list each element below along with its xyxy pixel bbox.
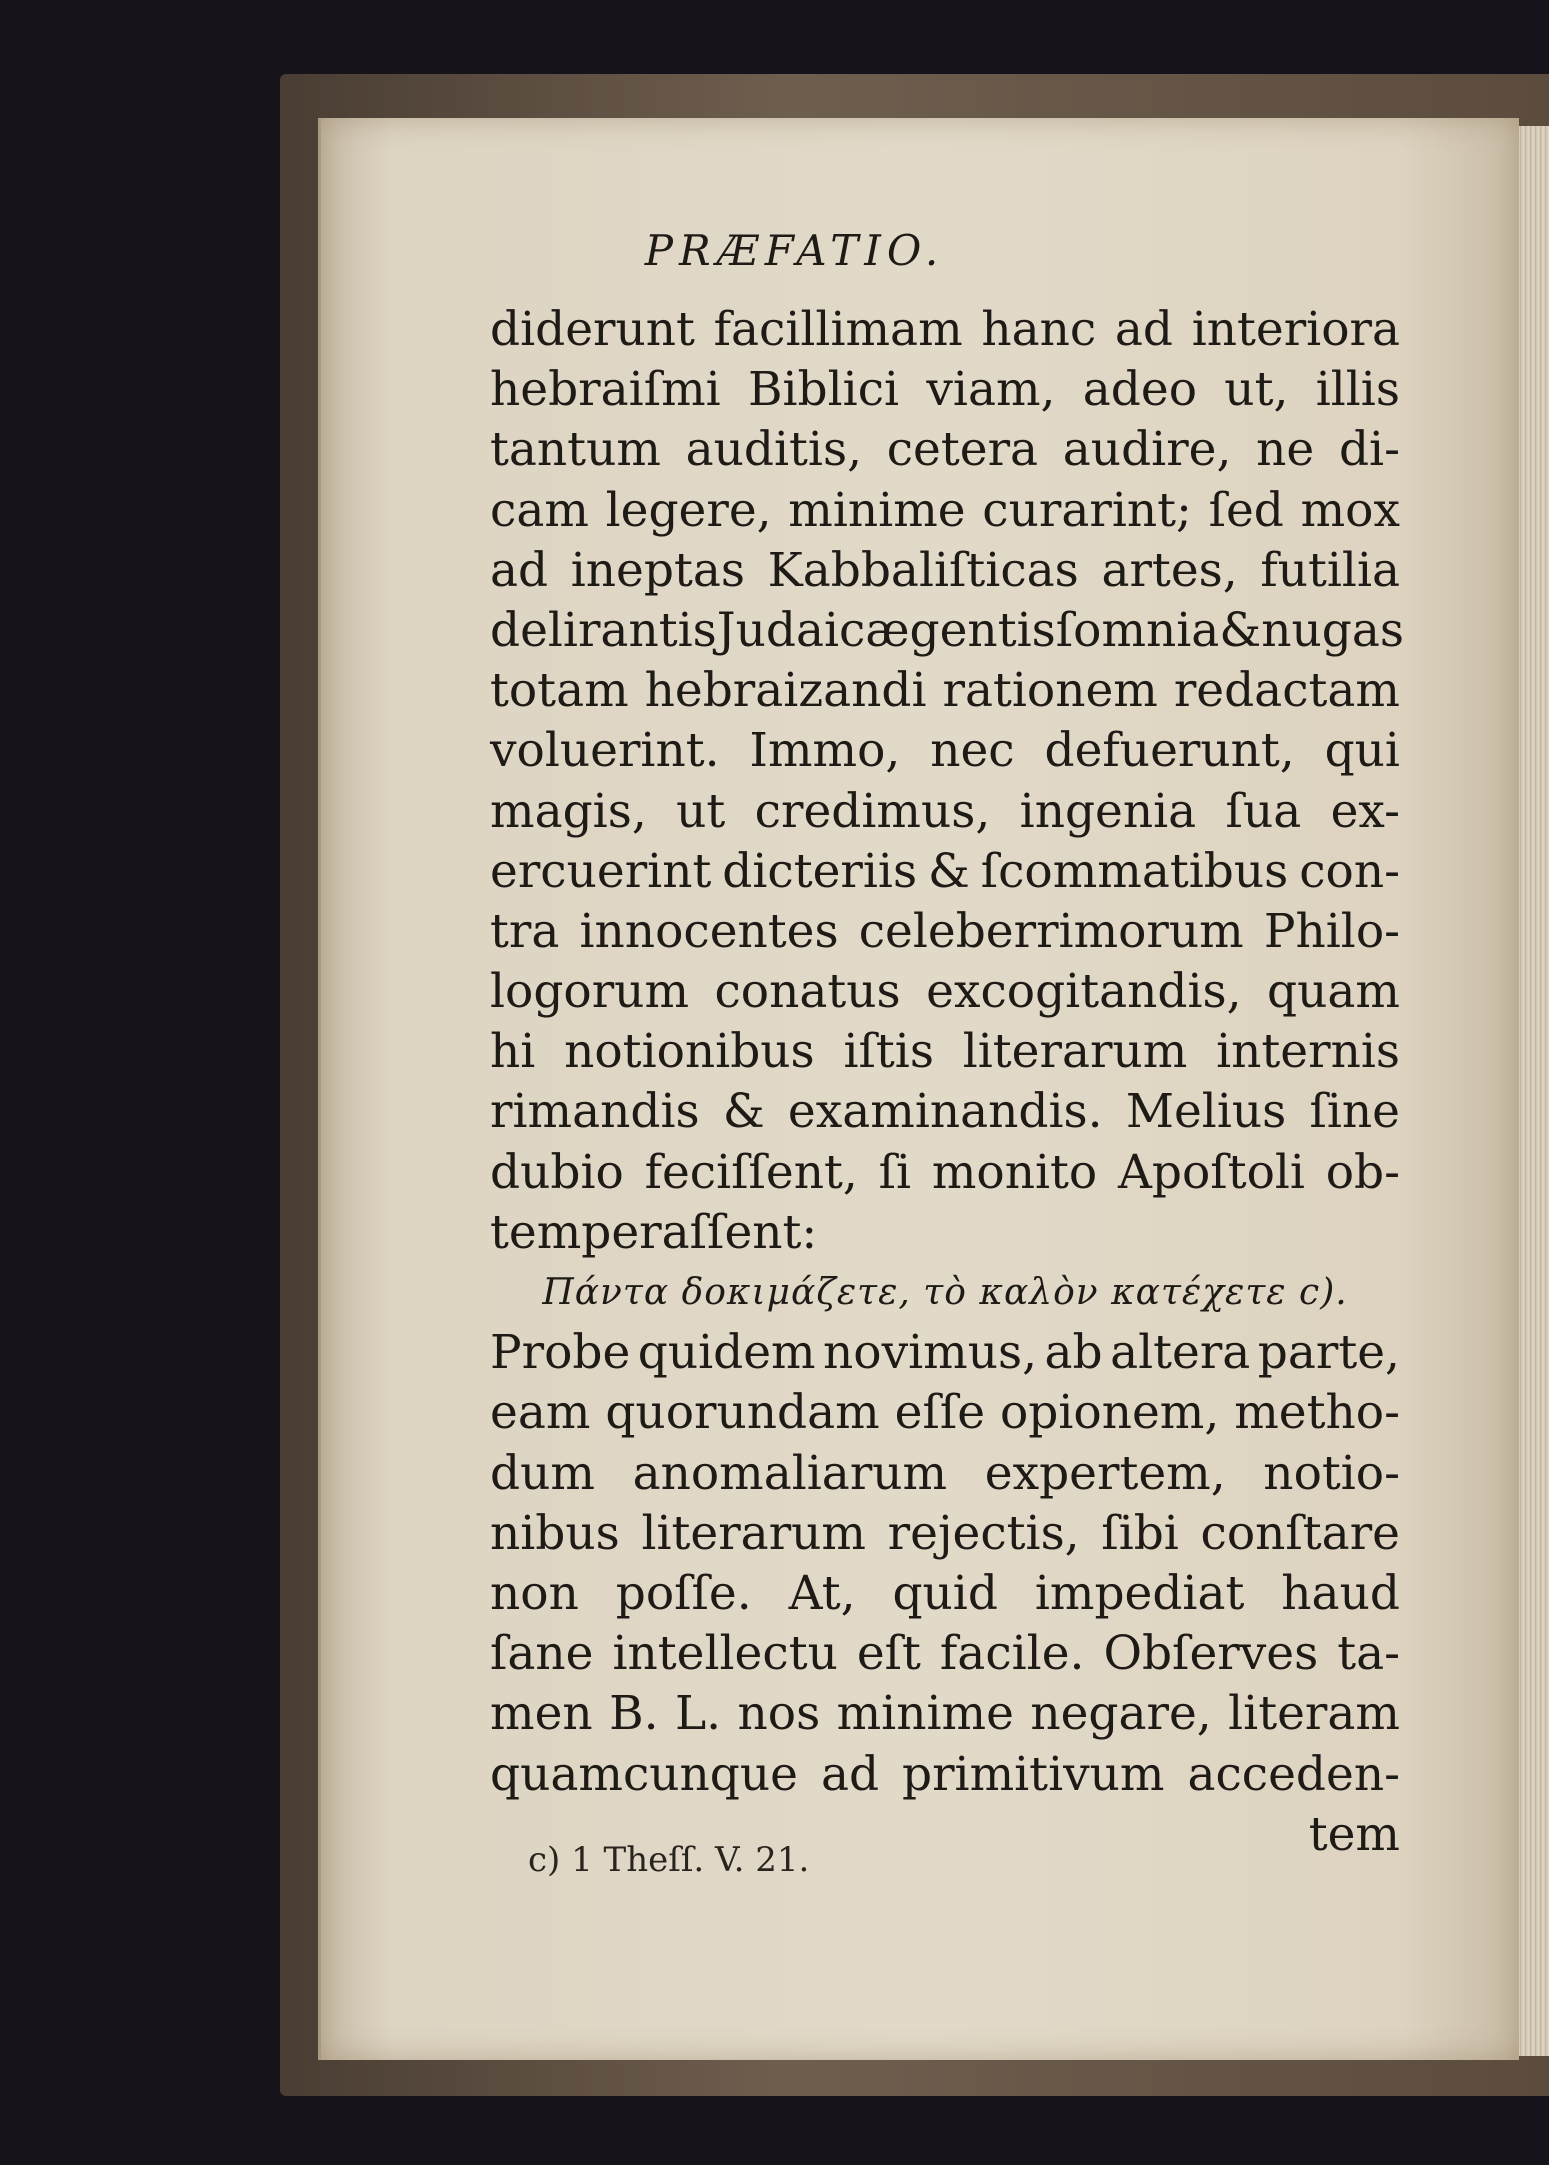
text-line: hebraiſmi Biblici viam, adeo ut, illis: [490, 362, 1400, 418]
text-line: nibus literarum rejectis, ſibi conſtare: [490, 1505, 1400, 1561]
running-header: PRÆFATIO.: [644, 226, 945, 275]
text-line: tantum auditis, cetera audire, ne di-: [490, 422, 1400, 478]
text-line: non poſſe. At, quid impediat haud: [490, 1565, 1400, 1621]
text-line: eam quorundam eſſe opionem, metho-: [490, 1385, 1400, 1441]
body-text: [490, 300, 1404, 1865]
text-line: delirantis Judaicæ gentis ſomnia & nugas: [490, 602, 1404, 658]
text-line: voluerint. Immo, nec defuerunt, qui: [490, 723, 1400, 779]
page-edges: [1516, 126, 1549, 2056]
text-line: diderunt facillimam hanc ad interiora: [490, 302, 1400, 357]
text-line: tra innocentes celeberrimorum Philo-: [490, 903, 1400, 959]
text-line: temperaſſent:: [490, 1204, 818, 1260]
text-line: totam hebraizandi rationem redactam: [490, 663, 1400, 719]
text-line: men B. L. nos minime negare, literam: [490, 1686, 1400, 1742]
text-line: ſane intellectu eſt facile. Obſerves ta-: [490, 1626, 1400, 1682]
text-line: rimandis & examinandis. Melius ſine: [490, 1084, 1400, 1140]
text-line: logorum conatus excogitandis, quam: [490, 964, 1400, 1020]
text-line: dum anomaliarum expertem, notio-: [490, 1445, 1400, 1501]
text-line: magis, ut credimus, ingenia ſua ex-: [490, 783, 1400, 839]
text-line: dubio feciſſent, ſi monito Apoſtoli ob-: [490, 1144, 1400, 1200]
footnote: c) 1 Theſſ. V. 21.: [528, 1840, 810, 1880]
text-line: quamcunque ad primitivum acceden-: [490, 1746, 1400, 1802]
text-line: ad ineptas Kabbaliſticas artes, futilia: [490, 542, 1400, 598]
text-line: hi notionibus iſtis literarum internis: [490, 1024, 1400, 1080]
text-line: cam legere, minime curarint; ſed mox: [490, 482, 1400, 538]
text-line: Probe quidem novimus, ab altera parte,: [490, 1325, 1400, 1381]
greek-quotation: Πάντα δοκιμάζετε, τὸ καλὸν κατέχετε c).: [542, 1272, 1348, 1313]
text-line: ercuerint dicteriis & ſcommatibus con-: [490, 843, 1400, 899]
catchword: tem: [1308, 1806, 1400, 1862]
